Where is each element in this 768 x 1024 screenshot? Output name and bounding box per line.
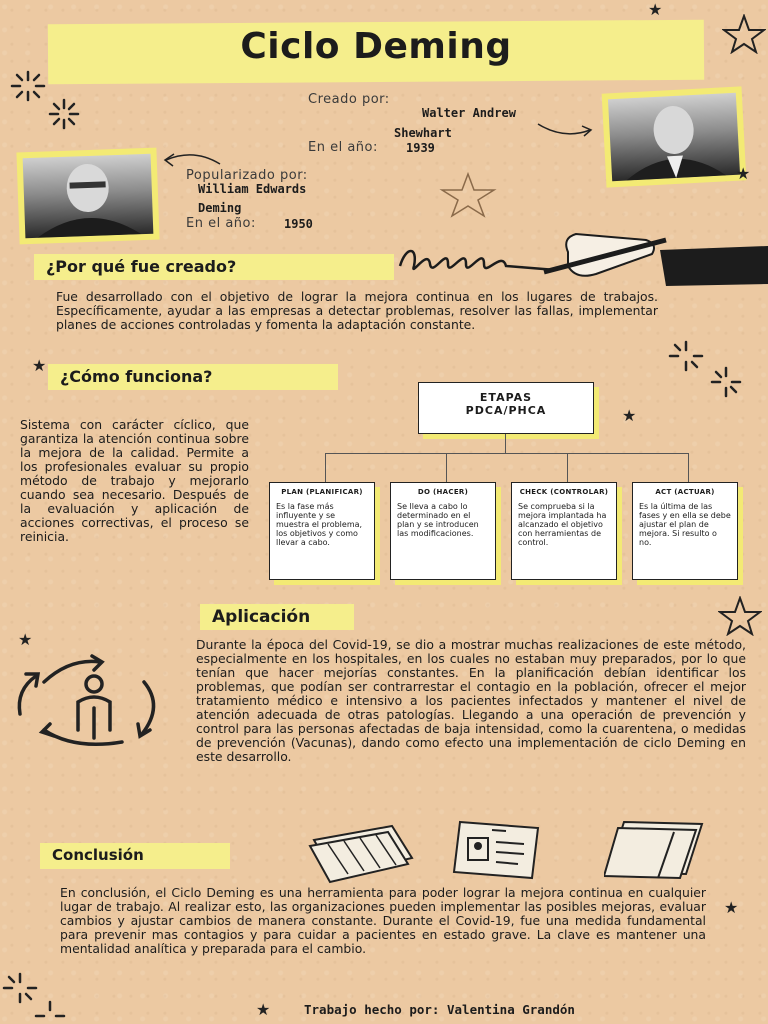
star-doodle-icon xyxy=(722,14,766,54)
why-text: Fue desarrollado con el objetivo de lograr la mejora continua en los lugares de trabajos. Específicamente, ayudar a las empresas a detectar problemas, resolver las fallas, implementar planes de acciones controladas y fomenta la adaptación constante. xyxy=(56,289,658,332)
connector-line xyxy=(446,453,447,483)
popularizer-year: 1950 xyxy=(284,217,313,231)
small-star-icon: ★ xyxy=(622,406,637,425)
how-heading: ¿Cómo funciona? xyxy=(48,364,338,390)
small-star-icon: ★ xyxy=(648,0,663,19)
popularizer-photo xyxy=(16,148,159,245)
stage-card-plan xyxy=(269,482,375,580)
connector-line xyxy=(325,453,689,454)
stage-text: Es la última de las fases y en ella se debe ajustar el plan de mejora. Si resulto o no. xyxy=(639,502,731,547)
star-doodle-icon xyxy=(718,596,762,636)
stage-text: Se lleva a cabo lo determinado en el plan y se introducen las modificaciones. xyxy=(397,502,479,538)
application-heading: Aplicación xyxy=(200,604,354,630)
small-star-icon: ★ xyxy=(724,898,739,917)
footer-credit: Trabajo hecho por: Valentina Grandón xyxy=(304,1002,575,1017)
arrow-left-icon xyxy=(160,148,224,170)
sparkle-doodle-icon xyxy=(6,66,96,136)
small-star-icon: ★ xyxy=(32,356,47,375)
stages-header-line2: PDCA/PHCA xyxy=(465,404,547,417)
page-title: Ciclo Deming xyxy=(240,26,512,67)
creator-year-label: En el año: xyxy=(308,140,378,155)
connector-line xyxy=(688,453,689,483)
stages-header-box xyxy=(418,382,594,434)
stage-title: PLAN (PLANIFICAR) xyxy=(281,488,363,496)
creator-label: Creado por: xyxy=(308,92,390,107)
stage-text: Es la fase más influyente y se muestra el problema, los objetivos y como llevar a cabo. xyxy=(276,502,363,547)
small-star-icon: ★ xyxy=(736,164,751,183)
pen-writing-icon xyxy=(396,230,768,294)
arrow-right-icon xyxy=(536,118,596,142)
sparkle-doodle-icon xyxy=(656,338,756,402)
notebook-icon xyxy=(604,818,704,880)
small-star-icon: ★ xyxy=(18,630,33,649)
creator-name-line1: Walter Andrew xyxy=(422,106,516,120)
creator-name-line2: Shewhart xyxy=(394,126,452,140)
application-text: Durante la época del Covid-19, se dio a mostrar muchas realizaciones de este método, especialmente en los hospitales, en los cuales no estaban muy preparados, por lo que tenían que hacer mejorías constantes. En la planificación debían identificar los problemas, que podían ser contrarrestar el contagio en la población, ofrecer el mejor tratamiento médico e intensivo a los pacientes infectados y mantener el nivel de atención adecuada de otras patologías. Llegando a una operación de prevención y control para las personas afectadas de baja intensidad, como la cuarentena, o medidas de prevención (Vacunas), dando como efecto una implementación de ciclo Deming en este desarrollo. xyxy=(196,637,746,764)
connector-line xyxy=(567,453,568,483)
stage-title: CHECK (CONTROLAR) xyxy=(519,488,609,496)
stage-title: DO (HACER) xyxy=(417,488,469,496)
cycle-person-icon xyxy=(14,654,174,750)
conclusion-text: En conclusión, el Ciclo Deming es una herramienta para poder lograr la mejora continua en cualquier lugar de trabajo. Al realizar esto, las organizaciones pueden implementar las posibles mejoras, evaluar cambios y ajustar cambios de manera constante. Durante el Covid-19, fue una medida fundamental para prevenir mas contagios y para cuidar a pacientes en estado grave. La clave es mantener una mentalidad analítica y preparada para el cambio. xyxy=(60,885,706,956)
papers-icon xyxy=(308,820,416,884)
popularizer-name-line1: William Edwards xyxy=(198,182,307,196)
star-outline-icon xyxy=(436,172,500,220)
stage-card-act xyxy=(632,482,738,580)
stages-header-line1: ETAPAS xyxy=(479,391,533,404)
stage-text: Se comprueba si la mejora implantada ha alcanzado el objetivo con herramientas de control. xyxy=(518,502,607,547)
connector-line xyxy=(325,453,326,483)
stage-card-do xyxy=(390,482,496,580)
sparkle-doodle-icon xyxy=(0,968,80,1024)
why-heading: ¿Por qué fue creado? xyxy=(34,254,394,280)
id-card-icon xyxy=(452,818,542,882)
popularizer-label: Popularizado por: xyxy=(186,168,308,183)
connector-line xyxy=(505,434,506,454)
creator-photo xyxy=(602,86,747,187)
popularizer-year-label: En el año: xyxy=(186,216,256,231)
small-star-icon: ★ xyxy=(256,1000,271,1019)
how-text: Sistema con carácter cíclico, que garantiza la atención continua sobre la mejora de la calidad. Permite a los profesionales evaluar su propio método de trabajo y mejorarlo cuando sea necesario. Después de la evaluación y aplicación de acciones correctivas, el proceso se reinicia. xyxy=(20,417,249,544)
creator-year: 1939 xyxy=(406,141,435,155)
conclusion-heading: Conclusión xyxy=(40,843,230,869)
stage-title: ACT (ACTUAR) xyxy=(655,488,715,496)
popularizer-name-line2: Deming xyxy=(198,201,242,215)
stage-card-check xyxy=(511,482,617,580)
